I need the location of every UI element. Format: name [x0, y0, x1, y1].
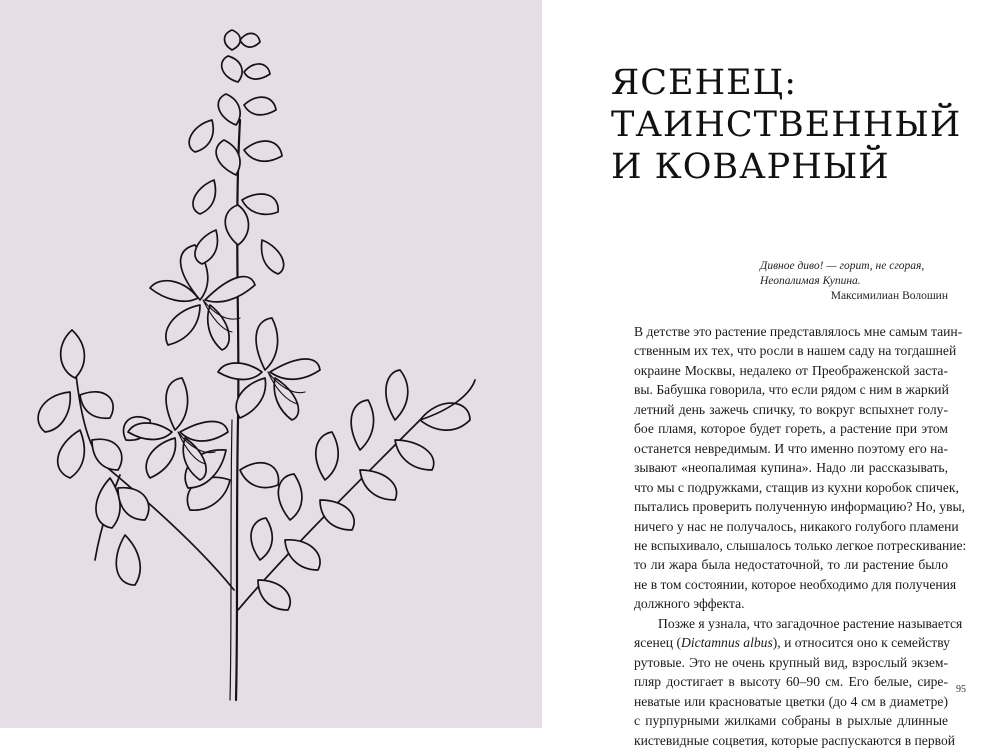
text-line: бое пламя, которое будет гореть, а растение при этом	[634, 421, 948, 437]
text-line: ничего у нас не получалось, никакого голубого пламени	[634, 518, 959, 534]
text-line: останется невредимым. И что именно поэтому его на-	[634, 440, 948, 456]
text-line: летний день зажечь спичку, то вокруг вспыхнет голу-	[634, 401, 948, 417]
title-line: ТАИНСТВЕННЫЙ	[611, 105, 962, 145]
text-line: Позже я узнала, что загадочное растение называется	[658, 615, 963, 631]
text-line: окраине Москвы, недалеко от Преображенской заста-	[634, 362, 948, 378]
text-line: не вспыхивало, слышалось только легкое потрескивание:	[634, 537, 967, 553]
epigraph-line: Дивное диво! — горит, не сгорая,	[760, 260, 925, 272]
text-line: пытались проверить полученную информацию? Но, увы,	[634, 499, 966, 515]
page-number: 95	[956, 684, 966, 695]
epigraph-line: Неопалимая Купина.	[760, 275, 861, 287]
text-page	[542, 0, 1000, 748]
text-line: с пурпурными жилками собраны в рыхлые длинные	[634, 713, 948, 729]
text-line: пляр достигает в высоту 60–90 см. Его белые, сире-	[634, 674, 948, 690]
text-fragment: ), и относится оно к семейству	[772, 635, 950, 651]
epigraph	[760, 259, 924, 289]
title-line: И КОВАРНЫЙ	[611, 147, 890, 187]
text-line: неватые или красноватые цветки (до 4 см в диаметре)	[634, 693, 948, 709]
text-fragment: ясенец (	[634, 635, 681, 651]
chapter-title	[611, 62, 961, 188]
text-line: вы. Бабушка говорила, что если рядом с ним в жаркий	[634, 382, 949, 398]
text-line: В детстве это растение представлялось мне самым таин-	[634, 324, 963, 339]
text-line: рутовые. Это не очень крупный вид, взрослый экзем-	[634, 654, 948, 670]
text-line: не в том состоянии, которое необходимо для получения	[634, 576, 957, 592]
text-line: что мы с подружками, стащив из кухни коробок спичек,	[634, 479, 959, 495]
text-line: ственным их тех, что росли в нашем саду на тогдашней	[634, 343, 957, 359]
epigraph-author: Максимилиан Волошин	[830, 290, 948, 302]
latin-name: Dictamnus albus	[681, 635, 773, 651]
text-line: то ли жара была недостаточной, то ли растение было	[634, 557, 948, 573]
text-line: зывают «неопалимая купина». Надо ли рассказывать,	[634, 460, 948, 476]
text-line	[634, 633, 948, 652]
text-line: должного эффекта.	[634, 596, 745, 612]
text-line: кистевидные соцветия, которые распускаются в первой	[634, 732, 956, 748]
title-line: ЯСЕНЕЦ:	[611, 63, 797, 103]
